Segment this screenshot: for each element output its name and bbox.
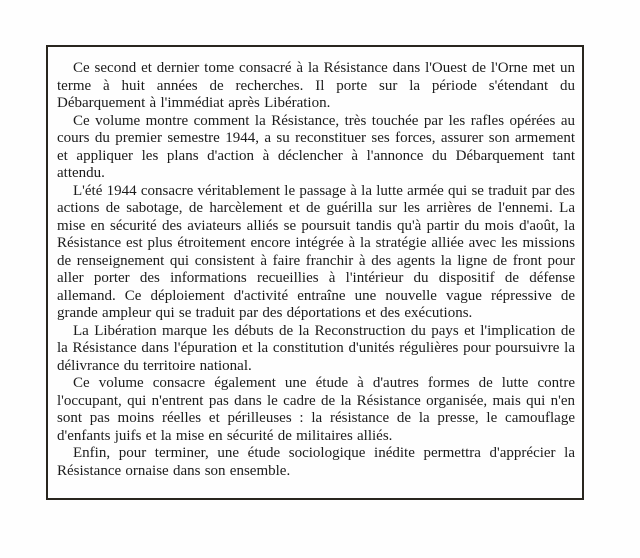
paragraph-conclusion: Enfin, pour terminer, une étude sociologique inédite permettra d'apprécier la Résistance ornaise dans son ensemble. — [57, 445, 575, 479]
paragraph-autres-luttes: Ce volume consacre également une étude à d'autres formes de lutte contre l'occupant, qui n'entrent pas dans le cadre de la Résistance organisée, mais qui n'en sont pas moins réelles et périlleuses : la résistance de la presse, le camouflage d'enfants juifs et la mise en sécurité de militaires alliés. — [57, 375, 575, 444]
paragraph-ete-1944: L'été 1944 consacre véritablement le passage à la lutte armée qui se traduit par des actions de sabotage, de harcèlement et de guérilla sur les arrières de l'ennemi. La mise en sécurité des aviateurs alliés se poursuit tandis qu'à partir du mois d'août, la Résistance est plus étroitement encore intégrée à la stratégie alliée avec les missions de renseignement qui consistent à faire franchir à des agents la ligne de front pour aller porter des informations recueillies à l'intérieur du dispositif de défense allemand. Ce déploiement d'activité entraîne une nouvelle vague répressive de grande ampleur qui se traduit par des déportations et des exécutions. — [57, 182, 575, 321]
paragraph-volume: Ce volume montre comment la Résistance, très touchée par les rafles opérées au cours du premier semestre 1944, a su reconstituer ses forces, assurer son armement et appliquer les plans d'action à déclencher à l'annonce du Débarquement tant attendu. — [57, 112, 575, 181]
text-frame — [46, 45, 584, 500]
paragraph-intro: Ce second et dernier tome consacré à la Résistance dans l'Ouest de l'Orne met un terme à huit années de recherches. Il porte sur la période s'étendant du Débarquement à l'immédiat après Libération. — [57, 60, 575, 111]
paragraph-liberation: La Libération marque les débuts de la Reconstruction du pays et l'implication de la Résistance dans l'épuration et la constitution d'unités régulières pour poursuivre la délivrance du territoire national. — [57, 322, 575, 374]
